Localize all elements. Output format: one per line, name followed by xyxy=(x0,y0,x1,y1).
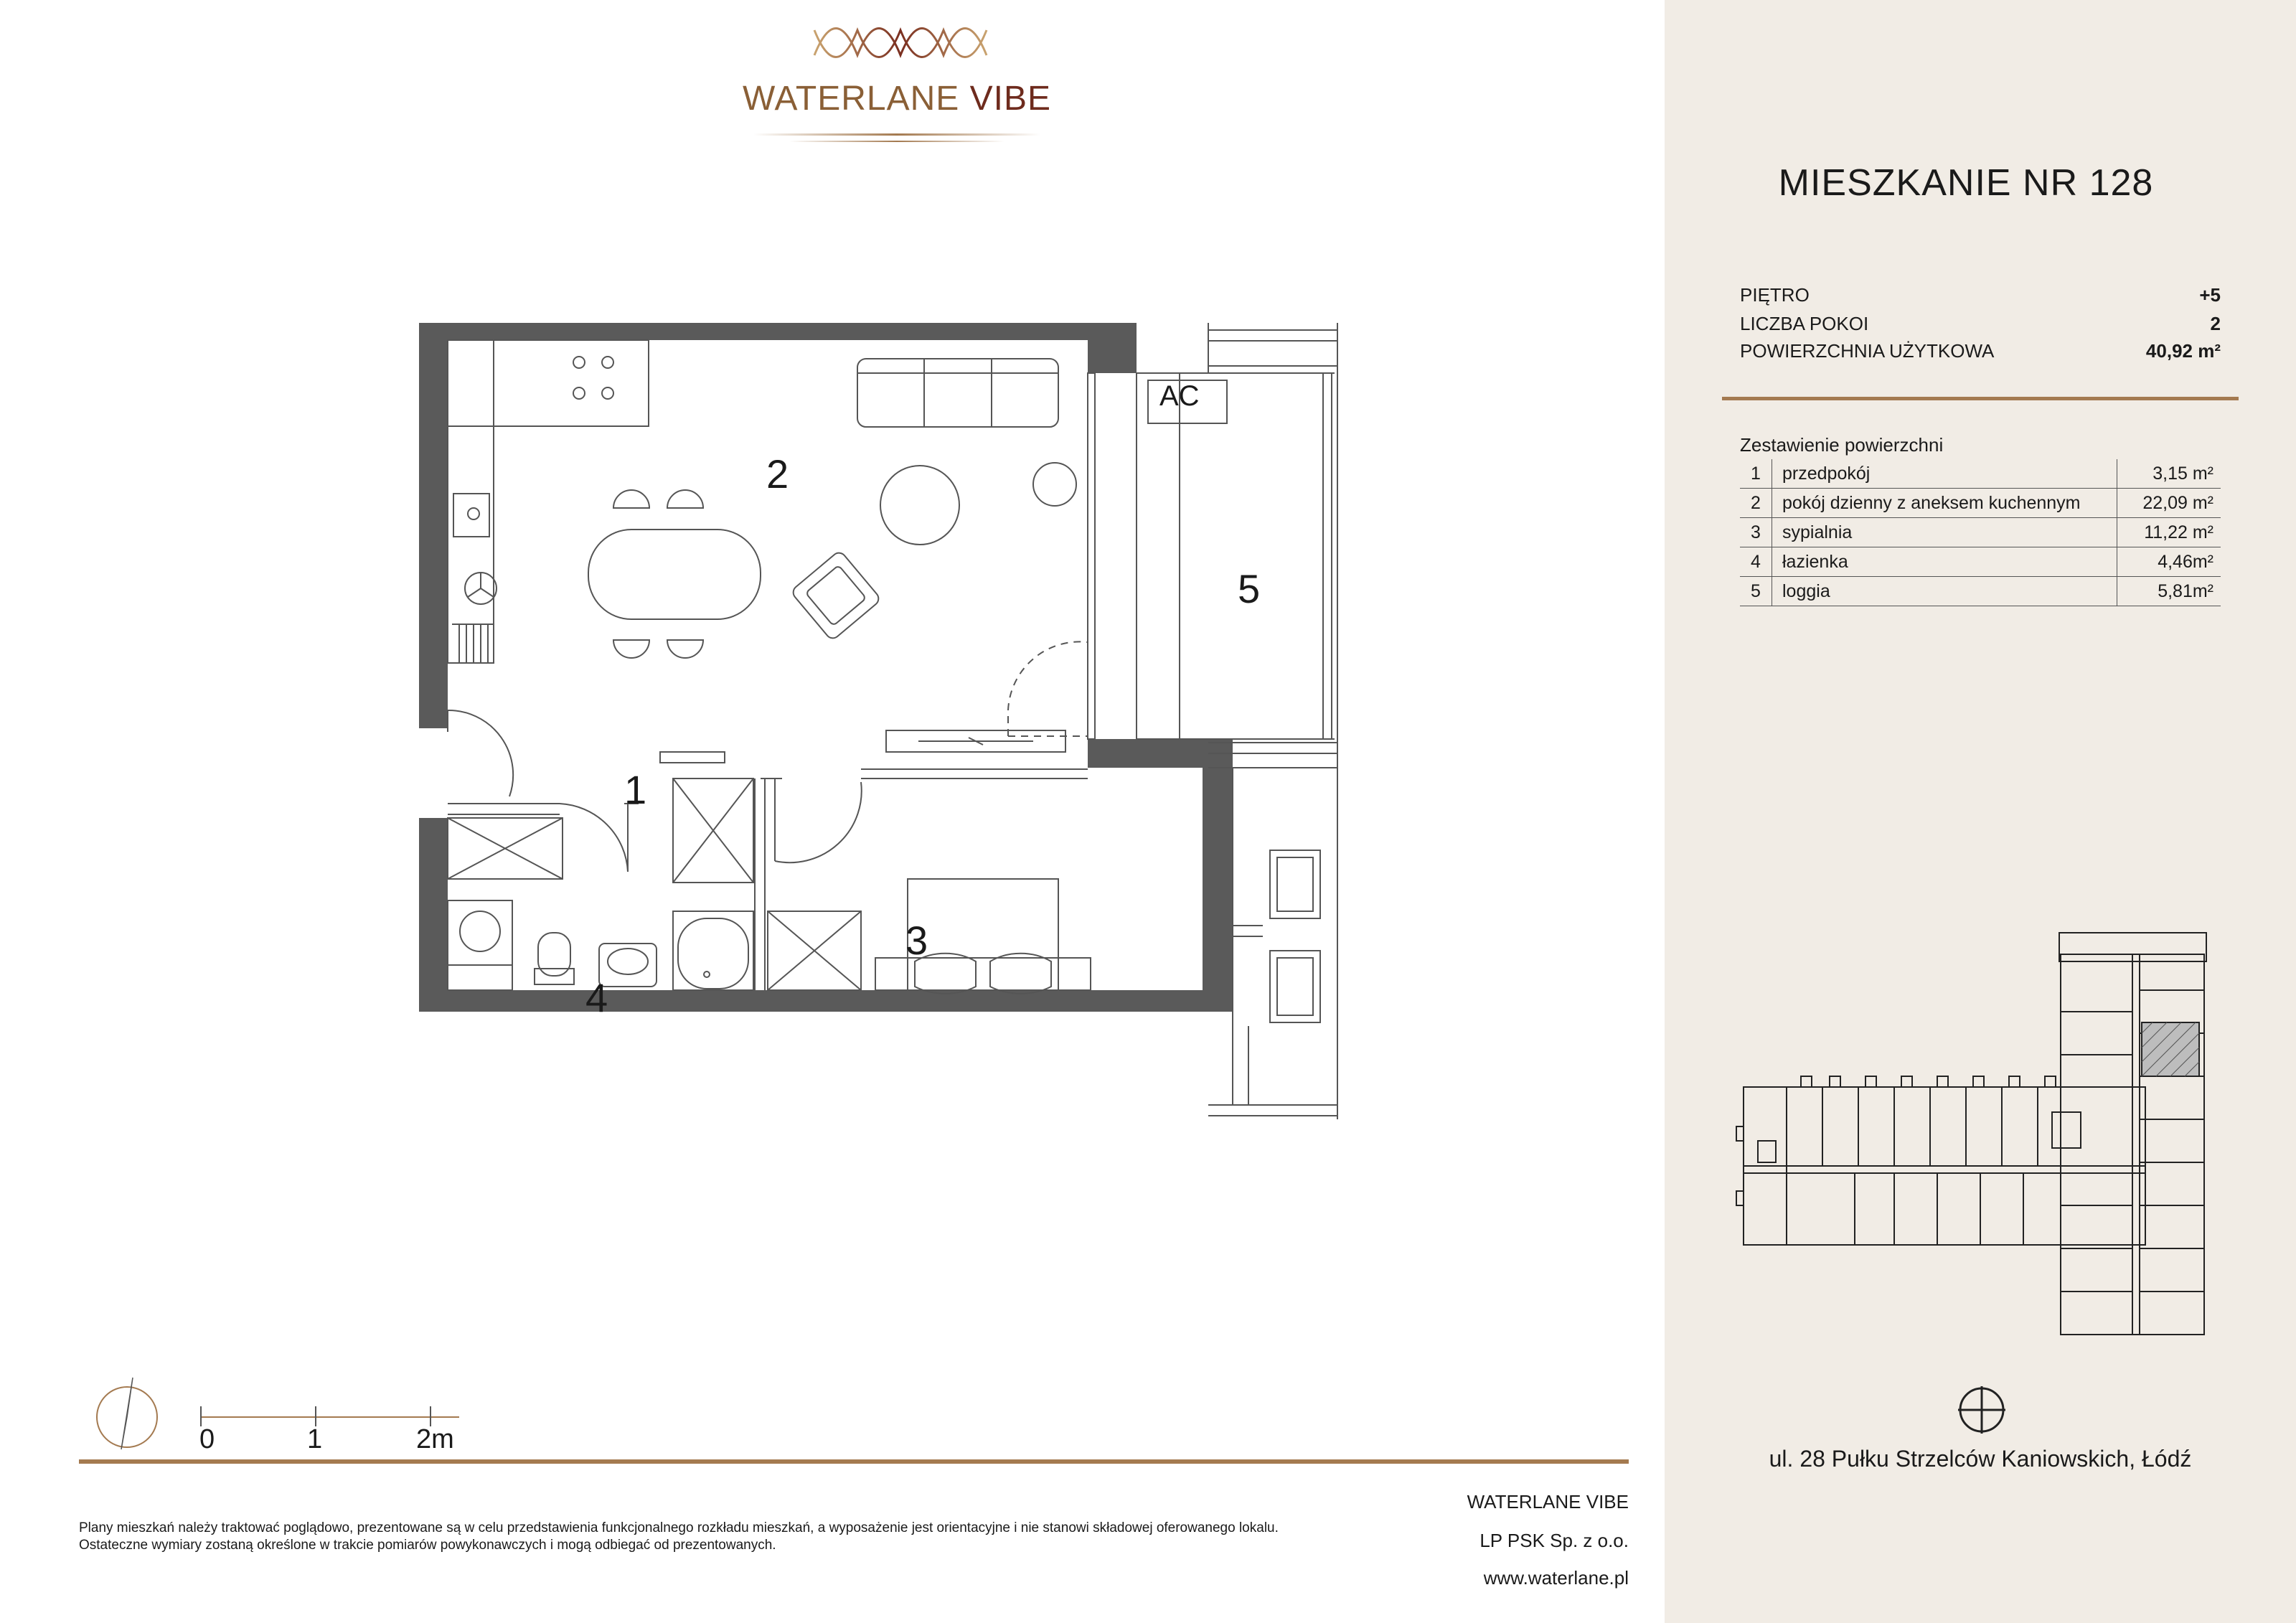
table-row xyxy=(1740,547,2221,577)
row-area: 5,81m² xyxy=(2117,577,2221,606)
logo-underline-thin xyxy=(789,141,1004,142)
row-area: 3,15 m² xyxy=(2117,459,2221,489)
floor-label: PIĘTRO xyxy=(1740,284,1810,306)
row-area: 11,22 m² xyxy=(2117,518,2221,547)
row-number: 4 xyxy=(1740,547,1772,577)
address: ul. 28 Pułku Strzelców Kaniowskich, Łódź xyxy=(1769,1446,2192,1472)
building-key-plan xyxy=(1729,926,2224,1342)
row-area: 22,09 m² xyxy=(2117,489,2221,518)
scale-label-2m: 2m xyxy=(416,1424,454,1454)
row-room-name: pokój dzienny z aneksem kuchennym xyxy=(1772,489,2117,518)
row-room-name: przedpokój xyxy=(1772,459,2117,489)
highlighted-apartment xyxy=(2142,1022,2199,1076)
disclaimer-line-2: Ostateczne wymiary zostaną określone w trakcie pomiarów powykonawczych i mogą odbiegać od prezentowanych. xyxy=(79,1538,776,1553)
table-row xyxy=(1740,489,2221,518)
table-row xyxy=(1740,459,2221,489)
table-row xyxy=(1740,577,2221,606)
footer-company-name: WATERLANE VIBE xyxy=(1467,1491,1629,1513)
footer-website-link[interactable]: www.waterlane.pl xyxy=(1483,1567,1629,1589)
rooms-label: LICZBA POKOI xyxy=(1740,313,1869,334)
room-label-4: 4 xyxy=(585,975,608,1020)
area-label: POWIERZCHNIA UŻYTKOWA xyxy=(1740,340,1995,362)
room-label-3: 3 xyxy=(905,918,928,963)
info-panel xyxy=(1665,0,2296,1623)
areas-table xyxy=(1740,459,2221,606)
row-room-name: loggia xyxy=(1772,577,2117,606)
room-label-2: 2 xyxy=(766,451,789,497)
row-room-name: łazienka xyxy=(1772,547,2117,577)
disclaimer-line-1: Plany mieszkań należy traktować poglądowo, prezentowane są w celu przedstawienia funkcjonalnego rozkładu mieszkań, a wyposażenie jest orientacyjne i nie stanowi składowej oferowanego lokalu. xyxy=(79,1520,1279,1535)
floor-value: +5 xyxy=(2199,284,2221,306)
floor-plan xyxy=(402,309,1406,1126)
rooms-value: 2 xyxy=(2210,313,2221,334)
ac-unit-label: AC xyxy=(1159,380,1200,412)
room-label-5: 5 xyxy=(1238,566,1261,611)
area-value: 40,92 m² xyxy=(2145,340,2221,362)
row-number: 2 xyxy=(1740,489,1772,518)
row-number: 3 xyxy=(1740,518,1772,547)
footer-company-legal: LP PSK Sp. z o.o. xyxy=(1479,1530,1629,1551)
row-number: 5 xyxy=(1740,577,1772,606)
room-label-1: 1 xyxy=(624,767,647,812)
row-room-name: sypialnia xyxy=(1772,518,2117,547)
apartment-title: MIESZKANIE NR 128 xyxy=(1778,162,2154,204)
divider xyxy=(1722,397,2239,400)
scale-label-1: 1 xyxy=(307,1424,323,1454)
logo-underline xyxy=(753,133,1040,136)
table-row xyxy=(1740,518,2221,547)
brand-logo-text: WATERLANE VIBE xyxy=(742,80,1052,118)
north-arrow-icon xyxy=(90,1374,161,1453)
bottom-divider xyxy=(79,1459,1629,1464)
row-number: 1 xyxy=(1740,459,1772,489)
row-area: 4,46m² xyxy=(2117,547,2221,577)
disclaimer xyxy=(79,1520,1442,1554)
areas-table-title: Zestawienie powierzchni xyxy=(1740,434,1944,456)
wave-logo-icon xyxy=(811,16,990,66)
scale-bar xyxy=(194,1399,466,1428)
compass-icon xyxy=(1957,1385,2007,1435)
scale-label-0: 0 xyxy=(199,1424,215,1454)
